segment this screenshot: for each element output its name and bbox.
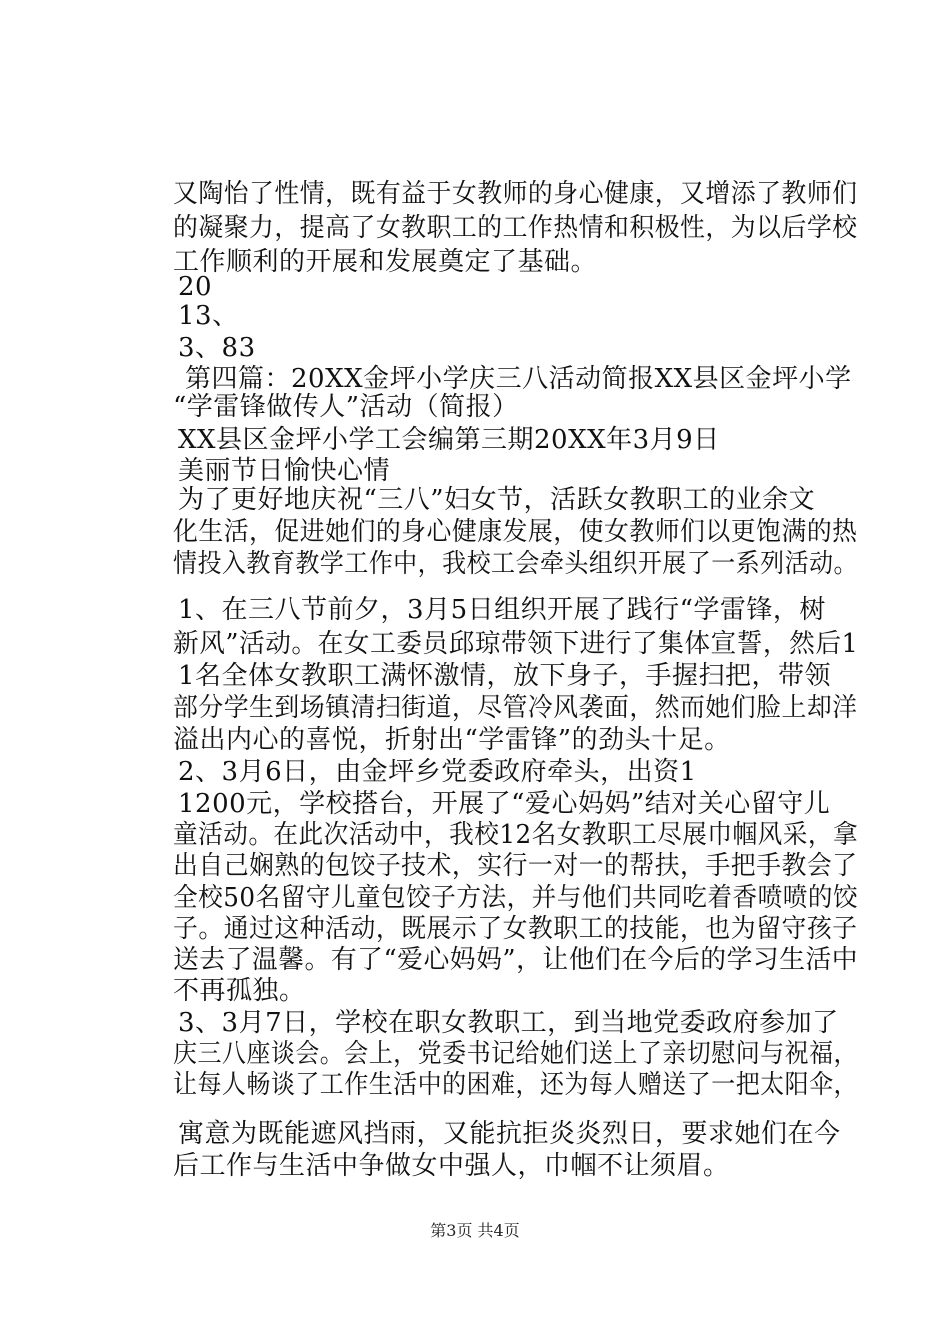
text-line: 童活动。在此次活动中，我校12名女教职工尽展巾帼风采，拿: [173, 820, 859, 850]
text-line: 为了更好地庆祝“三八”妇女节，活跃女教职工的业余文: [178, 485, 816, 515]
text-line: 20: [178, 272, 213, 302]
text-line: 又陶怡了性情，既有益于女教师的身心健康，又增添了教师们: [173, 179, 858, 209]
text-line: 后工作与生活中争做女中强人，巾帼不让须眉。: [173, 1151, 730, 1181]
text-line: 送去了温馨。有了“爱心妈妈”，让他们在今后的学习生活中: [173, 945, 859, 975]
text-line: 让每人畅谈了工作生活中的困难，还为每人赠送了一把太阳伞，: [173, 1070, 859, 1100]
text-line: 的凝聚力，提高了女教职工的工作热情和积极性，为以后学校: [173, 213, 858, 243]
page-footer: 第3页 共4页: [430, 1221, 520, 1240]
text-line: 子。通过这种活动，既展示了女教职工的技能，也为留守孩子: [173, 914, 858, 944]
article-title: 美丽节日愉快心情: [178, 456, 391, 486]
text-line: 全校50名留守儿童包饺子方法，并与他们共同吃着香喷喷的饺: [173, 883, 859, 913]
text-line: 部分学生到场镇清扫街道，尽管冷风袭面，然而她们脸上却洋: [173, 693, 858, 723]
text-line: 出自己娴熟的包饺子技术，实行一对一的帮扶，手把手教会了: [173, 851, 858, 881]
text-line: 1名全体女教职工满怀激情，放下身子，手握扫把，带领: [178, 661, 832, 691]
text-line: 1200元，学校搭台，开展了“爱心妈妈”结对关心留守儿: [178, 789, 831, 819]
text-line: 寓意为既能遮风挡雨，又能抗拒炎炎烈日，要求她们在今: [178, 1119, 841, 1149]
text-line: 3、83: [178, 333, 256, 363]
section-heading: 第四篇：20XX金坪小学庆三八活动简报XX县区金坪小学: [185, 364, 852, 394]
text-line: 1、在三八节前夕，3月5日组织开展了践行“学雷锋，树: [178, 595, 826, 625]
text-line: 不再孤独。: [173, 976, 306, 1006]
text-line: 化生活，促进她们的身心健康发展，使女教师们以更饱满的热: [173, 517, 858, 547]
section-subheading: “学雷锋做传人”活动（简报）: [173, 392, 519, 422]
text-line: 溢出内心的喜悦，折射出“学雷锋”的劲头十足。: [173, 725, 731, 755]
text-line: 庆三八座谈会。会上，党委书记给她们送上了亲切慰问与祝福，: [173, 1039, 859, 1069]
text-line: 工作顺利的开展和发展奠定了基础。: [173, 247, 598, 277]
text-line: 新风”活动。在女工委员邱琼带领下进行了集体宣誓，然后1: [173, 629, 859, 659]
text-line: 2、3月6日，由金坪乡党委政府牵头，出资1: [178, 757, 697, 787]
issue-line: XX县区金坪小学工会编第三期20XX年3月9日: [178, 425, 720, 455]
text-line: 3、3月7日，学校在职女教职工，到当地党委政府参加了: [178, 1008, 839, 1038]
text-line: 情投入教育教学工作中，我校工会牵头组织开展了一系列活动。: [173, 549, 859, 579]
text-line: 13、: [178, 301, 239, 331]
